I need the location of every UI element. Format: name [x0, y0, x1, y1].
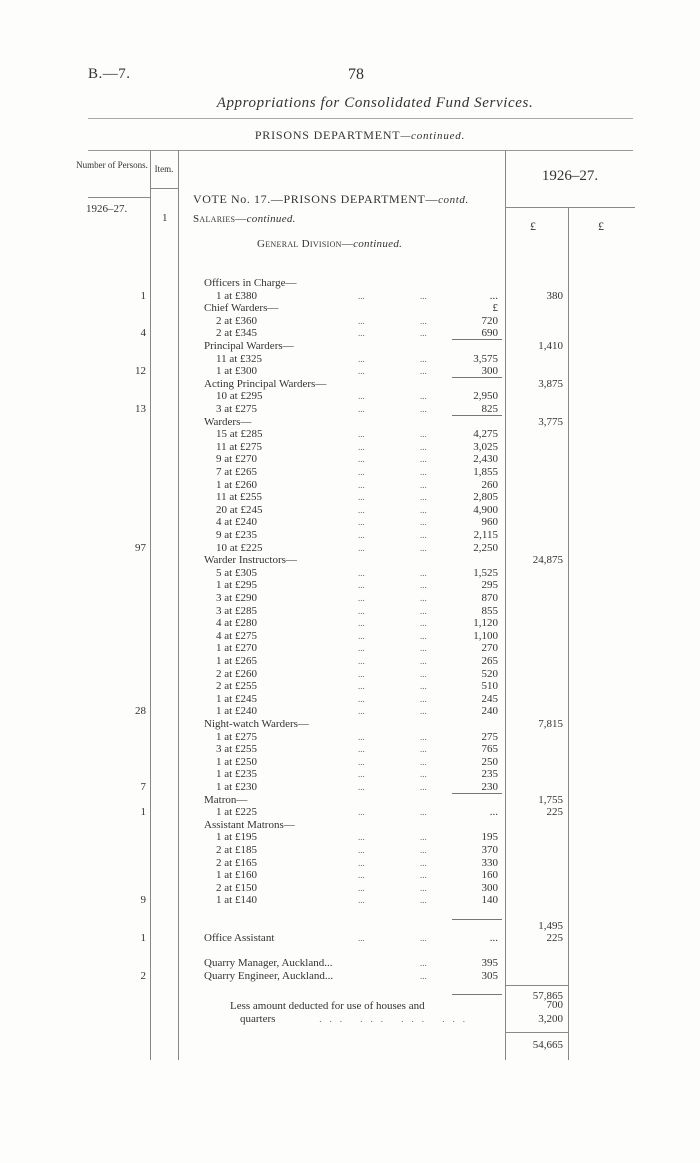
leader-dots: ... — [420, 845, 427, 855]
persons-header-rule — [88, 197, 150, 198]
leader-dots: ... — [420, 504, 427, 515]
row-amount: 250 — [481, 755, 498, 768]
row-amount: ... — [489, 289, 498, 302]
row-amount: ... — [489, 932, 498, 945]
leader-dots: ... — [358, 681, 365, 692]
leader-dots: ... — [358, 479, 365, 490]
leader-dots: ... — [358, 857, 365, 868]
leader-dots: ... — [420, 479, 427, 490]
salary-row — [0, 416, 700, 429]
leader-dots: ... — [358, 744, 365, 755]
salary-row — [0, 668, 700, 681]
row-amount: 2,805 — [473, 491, 498, 504]
vote-title: VOTE No. 17.—PRISONS DEPARTMENT— — [193, 192, 439, 206]
row-amount: 265 — [481, 655, 498, 667]
row-amount: 305 — [481, 970, 498, 982]
leader-dots: ... — [420, 668, 427, 679]
row-label: Principal Warders— — [204, 340, 294, 352]
item-header-rule — [150, 188, 178, 189]
persons-count: 97 — [135, 541, 146, 554]
row-label: 3 at £290 — [216, 592, 257, 604]
row-amount: 2,115 — [473, 529, 498, 541]
salary-row — [0, 504, 700, 517]
leader-dots: ... — [420, 618, 427, 629]
leader-dots: ... — [358, 593, 365, 603]
row-amount: 4,275 — [473, 428, 498, 441]
row-amount: ... — [489, 806, 498, 819]
group-total: 380 — [546, 289, 563, 302]
subtotal-rule — [452, 994, 502, 995]
row-label: 3 at £255 — [216, 743, 257, 756]
salary-row — [0, 605, 700, 618]
salary-row — [0, 441, 700, 454]
subtotal-rule — [452, 377, 502, 378]
leader-dots: ... — [358, 630, 365, 641]
row-label: 1 at £240 — [216, 705, 257, 718]
salary-row — [0, 819, 700, 832]
row-label: 11 at £325 — [216, 352, 263, 365]
subtotal-value: 57,865 — [532, 990, 563, 1002]
row-label: 20 at £245 — [216, 503, 263, 516]
leader-dots: ... — [358, 895, 365, 906]
subtotal-rule — [452, 415, 502, 416]
row-label: 1 at £235 — [216, 768, 257, 781]
leader-dots: ... — [420, 542, 427, 553]
pound-sign-amounts: £ — [530, 219, 536, 233]
salary-row — [0, 592, 700, 605]
row-amount: 270 — [481, 642, 498, 655]
leader-dots: ... — [358, 693, 365, 704]
leader-dots: ... — [358, 290, 365, 301]
row-label: Officers in Charge— — [204, 277, 297, 289]
salary-row — [0, 768, 700, 781]
row-label: Warders— — [204, 415, 252, 428]
row-label: 4 at £275 — [216, 629, 257, 642]
leader-dots: ... — [358, 643, 365, 654]
leader-dots: ... — [358, 429, 365, 440]
leader-dots: ... — [358, 580, 365, 591]
group-total: 7,815 — [538, 718, 563, 730]
leader-dots: ... — [420, 769, 427, 780]
leader-dots: ... — [420, 593, 427, 603]
salary-row — [0, 794, 700, 807]
row-label: 15 at £285 — [216, 428, 263, 441]
salary-row — [0, 680, 700, 693]
row-label: 1 at £160 — [216, 869, 257, 882]
row-label: Office Assistant — [204, 932, 275, 945]
row-label: 10 at £295 — [216, 390, 263, 403]
persons-count: 7 — [140, 781, 146, 793]
division-continued: continued. — [353, 238, 403, 250]
row-amount: 1,525 — [473, 566, 498, 579]
item-column-header: Item. — [154, 164, 174, 174]
salary-row — [0, 882, 700, 895]
leader-dots: ... — [358, 870, 365, 881]
leader-dots: ... — [358, 706, 365, 717]
row-label: 1 at £230 — [216, 781, 257, 793]
leader-dots: ... — [420, 429, 427, 440]
leader-dots: ... — [358, 391, 365, 402]
salary-row — [0, 554, 700, 567]
salary-row — [0, 869, 700, 882]
row-label: Warder Instructors— — [204, 554, 297, 567]
persons-count: 4 — [140, 327, 146, 340]
row-amount: 855 — [481, 604, 498, 617]
salary-row — [0, 718, 700, 731]
row-amount: 235 — [481, 768, 498, 781]
row-amount: 3,575 — [473, 352, 498, 365]
row-amount: £ — [492, 302, 498, 315]
leader-dots: ... — [358, 492, 365, 503]
row-amount: 160 — [481, 869, 498, 882]
leader-dots: ... — [420, 882, 427, 893]
leader-dots: ... — [420, 807, 427, 818]
salary-row — [0, 315, 700, 328]
row-label: 1 at £140 — [216, 894, 257, 907]
salary-row — [0, 907, 700, 920]
row-amount: 140 — [481, 894, 498, 907]
leader-dots: ... — [420, 391, 427, 402]
leader-dots: ... — [358, 315, 365, 326]
row-label: 2 at £345 — [216, 327, 257, 340]
row-label: 1 at £265 — [216, 655, 257, 667]
row-amount: 240 — [481, 705, 498, 718]
salary-row — [0, 302, 700, 315]
row-amount: 1,100 — [473, 629, 498, 642]
leader-dots: ... — [420, 630, 427, 641]
row-amount: 275 — [481, 730, 498, 743]
row-label: 11 at £255 — [216, 491, 263, 504]
net-total-rule — [505, 1032, 568, 1033]
group-total: 1,495 — [538, 919, 563, 932]
leader-dots: ... — [358, 441, 365, 452]
row-label: 2 at £185 — [216, 844, 257, 856]
row-amount: 395 — [481, 957, 498, 970]
leader-dots: ... — [420, 580, 427, 591]
department-heading — [150, 128, 570, 143]
leader-dots: ... — [358, 933, 365, 944]
grand-total-rule — [505, 985, 568, 986]
persons-year-label: 1926–27. — [86, 203, 128, 215]
row-amount: 195 — [481, 831, 498, 844]
leader-dots: ... — [420, 933, 427, 944]
leader-dots: ... — [358, 782, 365, 792]
leader-dots: ... — [358, 328, 365, 339]
leader-dots: ... ... ... ... — [278, 1014, 473, 1024]
salary-row — [0, 920, 700, 933]
leader-dots: ... — [358, 769, 365, 780]
group-total: 700 — [546, 998, 563, 1011]
leader-dots: ... — [358, 404, 365, 414]
row-label: Night-watch Warders— — [204, 718, 309, 730]
net-total-value: 54,665 — [532, 1039, 563, 1051]
row-label: Acting Principal Warders— — [204, 377, 327, 390]
row-label: 11 at £275 — [216, 440, 263, 453]
leader-dots: ... — [358, 366, 365, 377]
salary-row — [0, 390, 700, 403]
row-label: 2 at £255 — [216, 680, 257, 693]
salary-row — [0, 428, 700, 441]
row-label: 1 at £195 — [216, 831, 257, 844]
salary-row — [0, 731, 700, 744]
row-amount: 370 — [481, 844, 498, 856]
persons-column-header: Number of Persons. — [76, 160, 148, 170]
persons-count: 13 — [135, 403, 146, 415]
persons-count: 9 — [140, 894, 146, 907]
group-total: 3,775 — [538, 415, 563, 428]
salary-row — [0, 453, 700, 466]
salary-row — [0, 655, 700, 668]
leader-dots: ... — [420, 706, 427, 717]
row-label: 4 at £240 — [216, 516, 257, 529]
vote-heading — [193, 192, 469, 207]
row-amount: 510 — [481, 680, 498, 693]
leader-dots: ... — [420, 567, 427, 578]
leader-dots: ... — [420, 782, 427, 792]
salary-row — [0, 277, 700, 290]
leader-dots: ... — [358, 756, 365, 767]
leader-dots: ... — [358, 807, 365, 818]
row-amount: 690 — [481, 327, 498, 340]
page-number: 78 — [348, 66, 364, 83]
group-total: 225 — [546, 806, 563, 819]
leader-dots: ... — [420, 857, 427, 868]
row-amount: 520 — [481, 667, 498, 680]
department-name: PRISONS DEPARTMENT — [254, 128, 401, 142]
table-top-rule — [88, 150, 633, 151]
salaries-continued: continued. — [246, 213, 296, 225]
row-amount: 765 — [481, 743, 498, 756]
row-label: 7 at £265 — [216, 466, 257, 478]
leader-dots: ... — [420, 404, 427, 414]
leader-dots: ... — [420, 467, 427, 477]
row-amount: 260 — [481, 478, 498, 491]
row-label: 1 at £250 — [216, 755, 257, 768]
row-label: Quarry Engineer, Auckland... — [204, 970, 334, 982]
group-total: 225 — [546, 932, 563, 945]
salaries-label: Salaries— — [193, 213, 247, 225]
leader-dots: ... — [420, 290, 427, 301]
salary-row — [0, 756, 700, 769]
row-label: 2 at £360 — [216, 314, 257, 327]
leader-dots: ... — [358, 832, 365, 843]
row-amount: 720 — [481, 314, 498, 327]
persons-count: 12 — [135, 365, 146, 378]
persons-count: 1 — [140, 289, 146, 302]
salary-row — [0, 693, 700, 706]
pound-sign-totals: £ — [598, 219, 604, 233]
leader-dots: ... — [420, 744, 427, 755]
row-amount: 4,900 — [473, 503, 498, 516]
salary-row — [0, 378, 700, 391]
leader-dots: ... — [420, 530, 427, 540]
leader-dots: ... — [358, 530, 365, 540]
row-label: 1 at £245 — [216, 692, 257, 705]
row-label: 1 at £260 — [216, 478, 257, 491]
row-amount: 230 — [481, 781, 498, 793]
less-deduction-line2 — [240, 1013, 473, 1025]
salary-row — [0, 340, 700, 353]
row-label: 1 at £295 — [216, 579, 257, 592]
row-label: 1 at £225 — [216, 806, 257, 819]
leader-dots: ... — [420, 656, 427, 666]
row-amount: 3,025 — [473, 440, 498, 453]
title-divider — [88, 118, 633, 119]
row-label: 1 at £380 — [216, 289, 257, 302]
row-amount: 300 — [481, 881, 498, 894]
row-amount: 870 — [481, 592, 498, 604]
vote-contd: contd. — [438, 194, 469, 206]
persons-count: 28 — [135, 705, 146, 718]
salary-row — [0, 630, 700, 643]
row-amount: 825 — [481, 403, 498, 415]
salary-row — [0, 567, 700, 580]
salaries-heading — [193, 213, 296, 225]
row-label: 3 at £275 — [216, 403, 257, 415]
row-label: Quarry Manager, Auckland... — [204, 957, 333, 970]
division-heading — [257, 238, 402, 250]
group-total: 3,875 — [538, 377, 563, 390]
less-deduction-quarters: quarters — [240, 1013, 276, 1025]
leader-dots: ... — [358, 517, 365, 528]
leader-dots: ... — [358, 504, 365, 515]
row-label: Matron— — [204, 793, 248, 806]
leader-dots: ... — [358, 731, 365, 742]
salary-row — [0, 945, 700, 958]
persons-count: 1 — [140, 932, 146, 945]
row-label: 1 at £300 — [216, 365, 257, 378]
leader-dots: ... — [358, 618, 365, 629]
department-continued: —continued. — [400, 130, 466, 142]
row-amount: 960 — [481, 516, 498, 529]
leader-dots: ... — [420, 366, 427, 377]
leader-dots: ... — [420, 731, 427, 742]
salary-row — [0, 529, 700, 542]
row-label: 3 at £285 — [216, 604, 257, 617]
leader-dots: ... — [358, 353, 365, 364]
row-amount: 1,855 — [473, 466, 498, 478]
less-deduction-value: 3,200 — [538, 1013, 563, 1025]
leader-dots: ... — [358, 656, 365, 666]
leader-dots: ... — [358, 467, 365, 477]
salary-row — [0, 617, 700, 630]
leader-dots: ... — [420, 971, 427, 981]
leader-dots: ... — [420, 681, 427, 692]
row-amount: 2,250 — [473, 541, 498, 554]
salary-row — [0, 579, 700, 592]
row-amount: 245 — [481, 692, 498, 705]
row-label: 1 at £275 — [216, 730, 257, 743]
salary-row — [0, 844, 700, 857]
salary-row — [0, 642, 700, 655]
row-label: 4 at £280 — [216, 617, 257, 630]
item-number: 1 — [162, 212, 168, 224]
leader-dots: ... — [420, 492, 427, 503]
leader-dots: ... — [420, 328, 427, 339]
leader-dots: ... — [420, 870, 427, 881]
group-total: 1,755 — [538, 793, 563, 806]
leader-dots: ... — [358, 668, 365, 679]
salary-row — [0, 479, 700, 492]
salary-row — [0, 857, 700, 870]
row-amount: 295 — [481, 579, 498, 592]
row-label: 2 at £165 — [216, 856, 257, 869]
row-amount: 330 — [481, 856, 498, 869]
document-reference: B.—7. — [88, 66, 131, 82]
row-label: 2 at £260 — [216, 667, 257, 680]
row-amount: 1,120 — [473, 617, 498, 630]
subtotal-rule — [452, 793, 502, 794]
salary-row — [0, 957, 700, 970]
leader-dots: ... — [358, 567, 365, 578]
leader-dots: ... — [358, 882, 365, 893]
leader-dots: ... — [420, 315, 427, 326]
persons-count: 2 — [140, 970, 146, 982]
subtotal-rule — [452, 339, 502, 340]
row-amount: 300 — [481, 365, 498, 378]
leader-dots: ... — [420, 605, 427, 616]
group-total: 24,875 — [532, 554, 563, 567]
leader-dots: ... — [420, 895, 427, 906]
salary-row — [0, 491, 700, 504]
subtotal-rule — [452, 919, 502, 920]
year-header-rule — [505, 207, 635, 208]
leader-dots: ... — [420, 517, 427, 528]
leader-dots: ... — [420, 353, 427, 364]
leader-dots: ... — [358, 454, 365, 465]
salary-row — [0, 516, 700, 529]
group-total: 1,410 — [538, 340, 563, 352]
leader-dots: ... — [420, 441, 427, 452]
leader-dots: ... — [358, 605, 365, 616]
leader-dots: ... — [420, 756, 427, 767]
salary-row — [0, 831, 700, 844]
leader-dots: ... — [358, 845, 365, 855]
salary-row — [0, 353, 700, 366]
row-amount: 2,430 — [473, 453, 498, 466]
row-label: 1 at £270 — [216, 642, 257, 655]
row-label: 9 at £235 — [216, 529, 257, 541]
leader-dots: ... — [420, 693, 427, 704]
leader-dots: ... — [358, 542, 365, 553]
row-label: 2 at £150 — [216, 881, 257, 894]
row-label: 9 at £270 — [216, 453, 257, 466]
division-label: General Division— — [257, 238, 354, 250]
leader-dots: ... — [420, 643, 427, 654]
year-column-header: 1926–27. — [541, 168, 599, 184]
salary-row — [0, 743, 700, 756]
leader-dots: ... — [420, 454, 427, 465]
leader-dots: ... — [420, 832, 427, 843]
row-label: Assistant Matrons— — [204, 818, 295, 831]
persons-count: 1 — [140, 806, 146, 819]
page-title: Appropriations for Consolidated Fund Services. — [216, 95, 534, 111]
row-label: 10 at £225 — [216, 541, 263, 554]
row-label: Chief Warders— — [204, 302, 279, 315]
salary-row — [0, 466, 700, 479]
row-label: 5 at £305 — [216, 566, 257, 579]
leader-dots: ... — [420, 958, 427, 969]
less-deduction-line1: Less amount deducted for use of houses and — [230, 1000, 425, 1012]
row-amount: 2,950 — [473, 390, 498, 403]
